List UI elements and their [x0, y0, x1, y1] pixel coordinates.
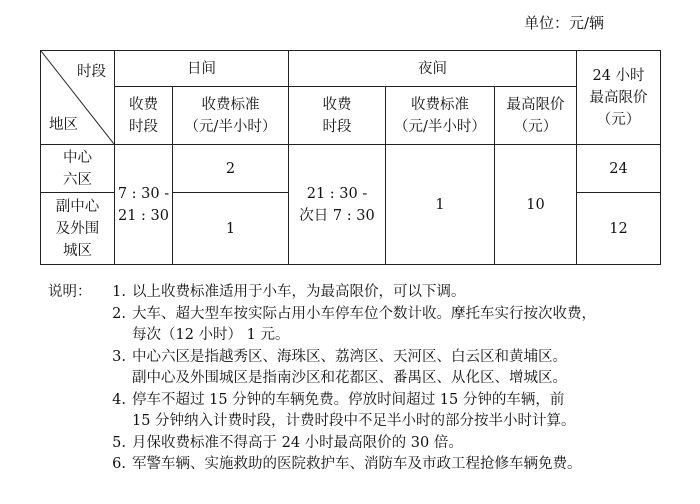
unit-label: 单位：元/辆: [524, 14, 605, 32]
header-day-period: [115, 87, 173, 145]
night-rate-cell: 1: [386, 145, 495, 265]
note-line: 军警车辆、实施救助的医院救护车、消防车及市政工程抢修车辆免费。: [132, 456, 582, 472]
day-rate-central: 2: [173, 145, 289, 193]
header-line: 收费标准: [201, 96, 260, 113]
notes-heading: 说明：: [48, 284, 92, 300]
note-line: 大车、超大型车按实际占用小车停车位个数计收。摩托车实行按次收费，: [132, 305, 596, 322]
day-period-cell: [115, 145, 173, 265]
note-item: [48, 347, 612, 390]
area-line: 副中心: [55, 198, 100, 215]
header-day-rate: [173, 87, 289, 145]
note-item: [48, 390, 612, 433]
corner-time-label: 时段: [77, 64, 106, 80]
header-24h-cap-line: 24 小时: [592, 67, 645, 84]
note-number: 4.: [112, 391, 126, 408]
header-night-period: [289, 87, 386, 145]
period-line: 21 : 30: [117, 207, 169, 224]
corner-area-label: 地区: [49, 117, 78, 133]
header-line: 最高限价: [506, 96, 565, 113]
header-line: 时段: [322, 118, 352, 135]
period-line: 21 : 30 -: [306, 185, 368, 202]
area-cell-central: [41, 145, 115, 193]
period-line: 次日 7 : 30: [299, 207, 375, 224]
area-line: 城区: [63, 242, 92, 259]
area-line: 中心: [63, 149, 92, 166]
header-line: 收费: [322, 96, 352, 113]
note-number: 5.: [112, 434, 126, 451]
note-item: [48, 304, 612, 347]
header-night-rate: [386, 87, 495, 145]
header-line: （元）: [513, 118, 558, 135]
header-24h-cap-line: 最高限价: [589, 89, 648, 106]
note-line: 停车不超过 15 分钟的车辆免费。停放时间超过 15 分钟的车辆，前: [132, 391, 565, 408]
header-night: 夜间: [289, 51, 577, 87]
area-line: 及外围: [55, 220, 100, 237]
note-line: 以上收费标准适用于小车，为最高限价，可以下调。: [132, 284, 466, 300]
note-number: 2.: [112, 305, 126, 322]
note-item: [48, 454, 612, 476]
header-24h-cap-line: （元）: [596, 111, 641, 128]
notes-section: [48, 282, 612, 476]
note-line: 副中心及外围城区是指南沙区和花都区、番禺区、从化区、增城区。: [132, 370, 567, 386]
corner-header-cell: [41, 51, 115, 145]
area-line: 六区: [63, 171, 92, 188]
note-number: 3.: [112, 348, 126, 365]
cap24-suburban: 12: [577, 193, 661, 265]
note-item: [48, 282, 612, 304]
cap24-central: 24: [577, 145, 661, 193]
header-line: 收费标准: [411, 96, 469, 113]
header-line: （元/半小时）: [394, 118, 486, 135]
header-24h-cap: [577, 51, 661, 145]
note-item: [48, 433, 612, 455]
area-cell-suburban: [41, 193, 115, 265]
note-line: 每次（12 小时） 1 元。: [132, 327, 290, 343]
period-line: 7 : 30 -: [117, 185, 170, 202]
header-day: 日间: [115, 51, 289, 87]
header-line: （元/半小时）: [184, 118, 277, 135]
night-cap-cell: 10: [495, 145, 577, 265]
night-period-cell: [289, 145, 386, 265]
header-night-cap: [495, 87, 577, 145]
header-line: 时段: [129, 118, 158, 135]
note-number: 6.: [112, 456, 126, 472]
parking-fee-table: [40, 50, 661, 265]
note-line: 中心六区是指越秀区、海珠区、荔湾区、天河区、白云区和黄埔区。: [132, 348, 567, 365]
note-line: 月保收费标准不得高于 24 小时最高限价的 30 倍。: [132, 434, 463, 451]
note-number: 1.: [112, 284, 126, 300]
note-line: 15 分钟纳入计费时段，计费时段中不足半小时的部分按半小时计算。: [132, 413, 576, 429]
header-line: 收费: [129, 96, 158, 113]
day-rate-suburban: 1: [173, 193, 289, 265]
